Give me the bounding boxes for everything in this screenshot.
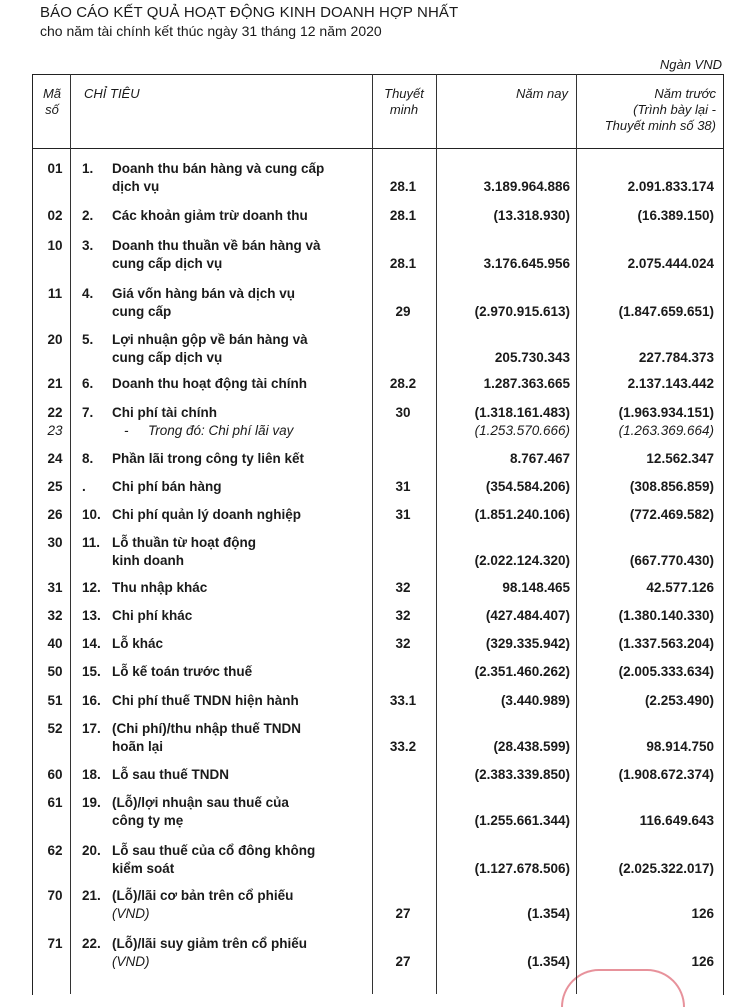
row-previous-year-value: (1.908.672.374): [618, 767, 714, 782]
row-label: Thu nhập khác: [112, 580, 208, 595]
row-number: 22.: [82, 936, 101, 951]
row-code: 50: [47, 664, 63, 679]
row-previous-year-value: 42.577.126: [646, 580, 714, 595]
row-label: Chi phí thuế TNDN hiện hành: [112, 693, 299, 708]
row-current-year-value: 98.148.465: [502, 580, 570, 595]
row-label: Chi phí quản lý doanh nghiệp: [112, 507, 301, 522]
row-current-year-value: (2.383.339.850): [474, 767, 570, 782]
column-divider: [70, 74, 71, 994]
row-number: 15.: [82, 664, 101, 679]
row-code: 62: [47, 843, 63, 858]
row-note: 28.1: [389, 256, 417, 271]
report-title: BÁO CÁO KẾT QUẢ HOẠT ĐỘNG KINH DOANH HỢP NHẤT: [40, 4, 459, 21]
row-number: 8.: [82, 451, 94, 466]
row-note: 33.2: [389, 739, 417, 754]
row-number: 13.: [82, 608, 101, 623]
row-previous-year-value: 126: [691, 906, 714, 921]
row-previous-year-value: (2.253.490): [644, 693, 714, 708]
row-current-year-value: (329.335.942): [485, 636, 570, 651]
row-current-year-value: (1.851.240.106): [474, 507, 570, 522]
row-label: Lợi nhuận gộp về bán hàng và cung cấp dịch vụ: [112, 332, 308, 365]
row-previous-year-value: (2.005.333.634): [618, 664, 714, 679]
row-current-year-value: (2.351.460.262): [474, 664, 570, 679]
row-label: (Lỗ)/lợi nhuận sau thuế của công ty mẹ: [112, 795, 289, 828]
row-number: 1.: [82, 161, 94, 176]
row-current-year-value: (1.354): [527, 954, 570, 969]
row-code: 51: [47, 693, 63, 708]
row-label: Doanh thu thuần về bán hàng và cung cấp dịch vụ: [112, 238, 321, 271]
row-code: 71: [47, 936, 63, 951]
row-previous-year-value: (1.847.659.651): [618, 304, 714, 319]
row-current-year-value: (354.584.206): [485, 479, 570, 494]
row-note: 28.2: [389, 376, 417, 391]
row-current-year-value: 1.287.363.665: [483, 376, 570, 391]
row-previous-year-value: (308.856.859): [629, 479, 714, 494]
header-item: CHỈ TIÊU: [84, 86, 140, 101]
row-current-year-value: (1.318.161.483): [474, 405, 570, 420]
row-label: Lỗ sau thuế TNDN: [112, 767, 229, 782]
row-code: 31: [47, 580, 63, 595]
row-number: .: [82, 479, 86, 494]
row-code: 40: [47, 636, 63, 651]
row-number: 20.: [82, 843, 101, 858]
row-code: 20: [47, 332, 63, 347]
row-current-year-value: (1.255.661.344): [474, 813, 570, 828]
row-label: (Lỗ)/lãi suy giảm trên cổ phiếu (VND): [112, 936, 308, 969]
row-previous-year-value: (1.263.369.664): [618, 423, 714, 438]
row-label: Trong đó: Chi phí lãi vay: [148, 423, 294, 438]
row-label: Doanh thu hoạt động tài chính: [112, 376, 307, 391]
row-note: 32: [395, 608, 411, 623]
row-code: 61: [47, 795, 63, 810]
row-label: (Chi phí)/thu nhập thuế TNDN hoãn lại: [112, 721, 301, 754]
header-code: Mã số: [42, 86, 62, 117]
row-number: 21.: [82, 888, 101, 903]
row-code: 02: [47, 208, 63, 223]
column-divider: [576, 74, 577, 994]
row-label: Chi phí tài chính: [112, 405, 217, 420]
row-code: 70: [47, 888, 63, 903]
row-previous-year-value: (1.963.934.151): [618, 405, 714, 420]
row-code: 60: [47, 767, 63, 782]
row-code: 32: [47, 608, 63, 623]
row-current-year-value: (13.318.930): [493, 208, 570, 223]
row-current-year-value: 3.176.645.956: [483, 256, 570, 271]
row-label: Lỗ thuần từ hoạt động kinh doanh: [112, 535, 256, 568]
row-label: Lỗ kế toán trước thuế: [112, 664, 253, 679]
row-number: 19.: [82, 795, 101, 810]
row-code: 24: [47, 451, 63, 466]
row-number: 2.: [82, 208, 94, 223]
header-current-year: Năm nay: [515, 86, 568, 101]
row-number: 5.: [82, 332, 94, 347]
row-current-year-value: 205.730.343: [494, 350, 570, 365]
row-number: 4.: [82, 286, 94, 301]
row-previous-year-value: 2.137.143.442: [627, 376, 714, 391]
row-previous-year-value: (667.770.430): [629, 553, 714, 568]
row-current-year-value: (1.127.678.506): [474, 861, 570, 876]
header-previous-year: Năm trước (Trình bày lại - Thuyết minh số 38): [604, 86, 716, 133]
row-number: 11.: [82, 535, 101, 550]
row-current-year-value: (2.022.124.320): [474, 553, 570, 568]
header-divider: [32, 148, 724, 149]
row-previous-year-value: 116.649.643: [639, 813, 714, 828]
row-note: 27: [395, 954, 411, 969]
row-note: 32: [395, 636, 411, 651]
row-current-year-value: (2.970.915.613): [474, 304, 570, 319]
row-note: 31: [395, 479, 411, 494]
row-previous-year-value: 126: [691, 954, 714, 969]
row-current-year-value: 3.189.964.886: [483, 179, 570, 194]
row-code: 25: [47, 479, 63, 494]
row-current-year-value: (3.440.989): [500, 693, 570, 708]
row-number: 18.: [82, 767, 101, 782]
row-code: 22: [47, 405, 63, 420]
row-previous-year-value: (772.469.582): [629, 507, 714, 522]
row-note: 30: [395, 405, 411, 420]
row-number: 3.: [82, 238, 94, 253]
row-previous-year-value: (1.380.140.330): [618, 608, 714, 623]
row-code: 21: [47, 376, 63, 391]
row-label: Giá vốn hàng bán và dịch vụ cung cấp: [112, 286, 296, 319]
row-note: 27: [395, 906, 411, 921]
row-note: 31: [395, 507, 411, 522]
row-label: Lỗ sau thuế của cổ đông không kiểm soát: [112, 843, 316, 876]
row-current-year-value: 8.767.467: [509, 451, 570, 466]
row-code: 23: [47, 423, 63, 438]
row-previous-year-value: (2.025.322.017): [618, 861, 714, 876]
row-code: 10: [47, 238, 63, 253]
row-note: 29: [395, 304, 411, 319]
row-current-year-value: (1.253.570.666): [474, 423, 570, 438]
currency-unit: Ngàn VND: [659, 57, 722, 72]
row-label: Chi phí bán hàng: [112, 479, 222, 494]
row-code: 52: [47, 721, 63, 736]
row-note: 28.1: [389, 179, 417, 194]
row-number: 14.: [82, 636, 101, 651]
row-number: 16.: [82, 693, 101, 708]
row-note: 28.1: [389, 208, 417, 223]
row-code: 30: [47, 535, 63, 550]
row-number: 7.: [82, 405, 94, 420]
row-previous-year-value: 2.091.833.174: [627, 179, 714, 194]
row-code: 26: [47, 507, 63, 522]
column-divider: [436, 74, 437, 994]
row-number: 10.: [82, 507, 101, 522]
row-label: Lỗ khác: [112, 636, 164, 651]
row-previous-year-value: 227.784.373: [638, 350, 714, 365]
row-label: Doanh thu bán hàng và cung cấp dịch vụ: [112, 161, 325, 194]
row-previous-year-value: (16.389.150): [637, 208, 714, 223]
row-label: Các khoản giảm trừ doanh thu: [112, 208, 308, 223]
row-number: -: [124, 423, 129, 438]
row-current-year-value: (427.484.407): [485, 608, 570, 623]
row-number: 12.: [82, 580, 101, 595]
row-label: (Lỗ)/lãi cơ bản trên cổ phiếu (VND): [112, 888, 294, 921]
row-note: 32: [395, 580, 411, 595]
row-label: Phần lãi trong công ty liên kết: [112, 451, 305, 466]
row-number: 6.: [82, 376, 94, 391]
row-code: 11: [47, 286, 63, 301]
row-code: 01: [47, 161, 63, 176]
row-number: 17.: [82, 721, 101, 736]
row-previous-year-value: (1.337.563.204): [618, 636, 714, 651]
row-label: Chi phí khác: [112, 608, 193, 623]
company-seal: [561, 969, 685, 1007]
row-previous-year-value: 98.914.750: [646, 739, 714, 754]
row-previous-year-value: 12.562.347: [646, 451, 714, 466]
header-note: Thuyết minh: [384, 86, 424, 117]
row-current-year-value: (1.354): [527, 906, 570, 921]
row-previous-year-value: 2.075.444.024: [627, 256, 714, 271]
row-current-year-value: (28.438.599): [493, 739, 570, 754]
report-subtitle: cho năm tài chính kết thúc ngày 31 tháng 12 năm 2020: [40, 23, 382, 39]
row-note: 33.1: [389, 693, 417, 708]
